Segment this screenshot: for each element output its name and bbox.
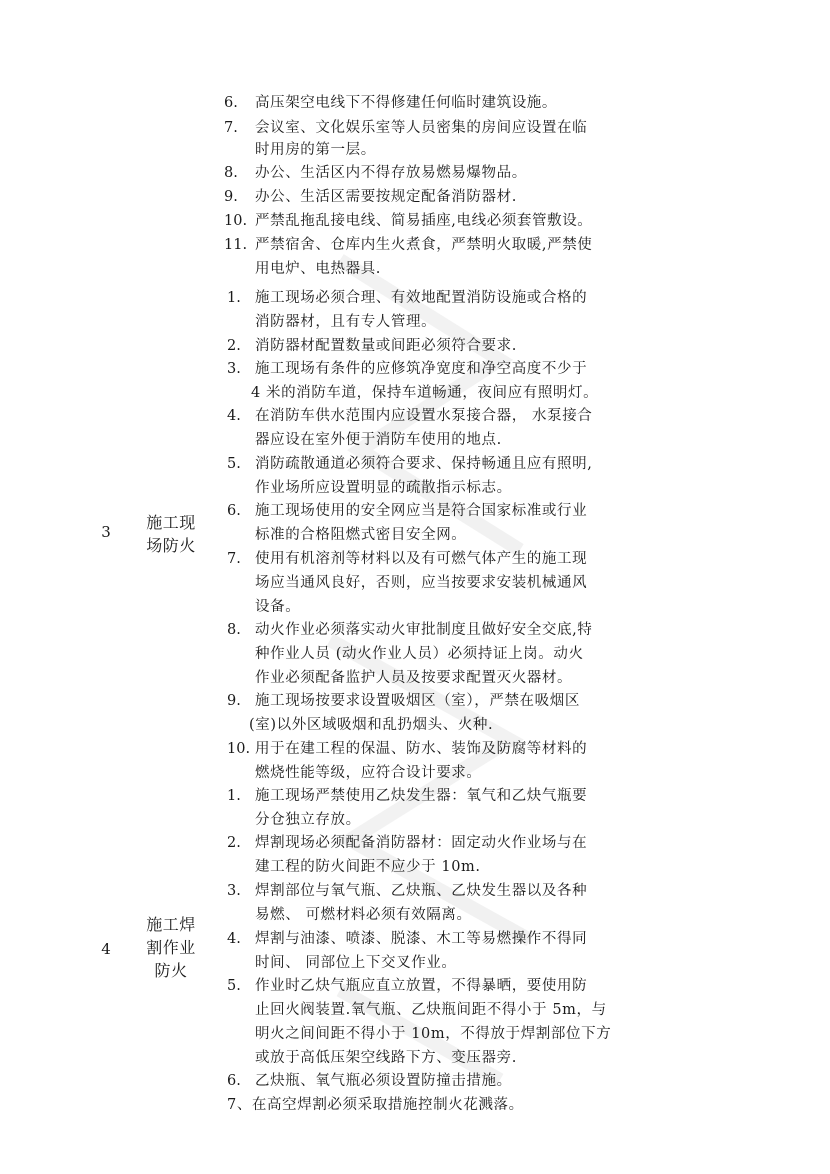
s3-item-7-text: 使用有机溶剂等材料以及有可燃气体产生的施工现 — [255, 551, 588, 567]
s3-item-4-text: 在消防车供水范围内应设置水泵接合器， 水泵接合 — [255, 408, 593, 424]
section-4-title-line: 割作业 — [146, 938, 196, 957]
section-4-title-line: 施工焊 — [146, 915, 196, 934]
s3-item-6-text: 标准的合格阻燃式密目安全网。 — [255, 527, 467, 543]
section-4-title-line: 防火 — [154, 961, 188, 980]
s3-item-9-text: 施工现场按要求设置吸烟区（室），严禁在吸烟区 — [255, 693, 580, 709]
s3-item-3-text: 4 米的消防车道，保持车道畅通，夜间应有照明灯。 — [251, 385, 599, 401]
s3-item-2-text: 消防器材配置数量或间距必须符合要求. — [255, 338, 517, 354]
s3-item-9-number: 9. — [227, 693, 241, 709]
section-3-title-line: 场防火 — [146, 536, 196, 555]
s3-item-4-text: 器应设在室外便于消防车使用的地点. — [255, 432, 502, 448]
intro-item-11-text: 严禁宿舍、仓库内生火煮食，严禁明火取暖,严禁使 — [255, 237, 593, 253]
s4-item-4-number: 4. — [227, 931, 241, 947]
s3-item-3-text: 施工现场有条件的应修筑净宽度和净空高度不少于 — [255, 361, 588, 377]
intro-item-11-number: 11. — [224, 237, 248, 253]
section-3-title — [141, 511, 201, 557]
s3-item-1-text: 施工现场必须合理、有效地配置消防设施或合格的 — [255, 290, 588, 306]
s3-item-10-text: 燃烧性能等级，应符合设计要求。 — [255, 765, 482, 781]
intro-item-7-text: 会议室、文化娱乐室等人员密集的房间应设置在临 — [255, 120, 588, 136]
section-3-title-line: 施工现 — [146, 513, 196, 532]
s4-item-5-number: 5. — [227, 978, 241, 994]
intro-item-8-number: 8. — [224, 165, 238, 181]
s4-item-2-number: 2. — [227, 835, 241, 851]
s4-item-4-text: 时间、 同部位上下交叉作业。 — [255, 955, 457, 971]
s4-item-1-text: 施工现场严禁使用乙炔发生器：氧气和乙炔气瓶要 — [255, 788, 588, 804]
intro-item-8-text: 办公、生活区内不得存放易燃易爆物品。 — [255, 165, 527, 181]
s4-item-2-text: 建工程的防火间距不应少于 10m. — [255, 859, 481, 875]
s3-item-2-number: 2. — [227, 338, 241, 354]
intro-item-9-text: 办公、生活区需要按规定配备消防器材. — [255, 189, 517, 205]
s3-item-8-text: 种作业人员 (动火作业人员）必须持证上岗。动火 — [255, 646, 584, 662]
intro-item-11-text: 用电炉、电热器具. — [255, 261, 382, 277]
s4-item-7-text: 7、在高空焊割必须采取措施控制火花溅落。 — [227, 1097, 524, 1113]
s4-item-2-text: 焊割现场必须配备消防器材：固定动火作业场与在 — [255, 835, 588, 851]
s4-item-1-text: 分仓独立存放。 — [255, 812, 361, 828]
intro-item-6-number: 6. — [224, 95, 238, 111]
section-4-number: 4 — [101, 940, 111, 958]
s4-item-5-text: 作业时乙炔气瓶应直立放置，不得暴晒，要使用防 — [255, 978, 588, 994]
s3-item-10-number: 10. — [227, 741, 251, 757]
s3-item-5-text: 作业场所应设置明显的疏散指示标志。 — [255, 480, 512, 496]
s3-item-7-text: 设备。 — [255, 599, 301, 615]
s3-item-8-text: 作业必须配备监护人员及按要求配置灭火器材。 — [255, 670, 573, 686]
s3-item-6-text: 施工现场使用的安全网应当是符合国家标准或行业 — [255, 503, 588, 519]
s3-item-6-number: 6. — [227, 503, 241, 519]
s4-item-3-text: 焊割部位与氧气瓶、乙炔瓶、乙炔发生器以及各种 — [255, 883, 588, 899]
s3-item-4-number: 4. — [227, 408, 241, 424]
s3-item-7-text: 场应当通风良好，否则，应当按要求安装机械通风 — [255, 575, 588, 591]
s4-item-5-text: 止回火阀装置.氧气瓶、乙炔瓶间距不得小于 5m，与 — [255, 1002, 607, 1018]
s3-item-7-number: 7. — [227, 551, 241, 567]
section-3-number: 3 — [101, 523, 111, 541]
s4-item-1-number: 1. — [227, 788, 241, 804]
intro-item-6-text: 高压架空电线下不得修建任何临时建筑设施。 — [255, 95, 557, 111]
s3-item-1-text: 消防器材，且有专人管理。 — [255, 314, 437, 330]
intro-item-9-number: 9. — [224, 189, 238, 205]
intro-item-7-text: 时用房的第一层。 — [255, 142, 376, 158]
s4-item-5-text: 明火之间间距不得小于 10m，不得放于焊割部位下方 — [255, 1026, 612, 1042]
s3-item-3-number: 3. — [227, 361, 241, 377]
s3-item-1-number: 1. — [227, 290, 241, 306]
s4-item-4-text: 焊割与油漆、喷漆、脱漆、木工等易燃操作不得同 — [255, 931, 588, 947]
s4-item-3-text: 易燃、 可燃材料必须有效隔离。 — [255, 907, 472, 923]
s4-item-6-text: 乙炔瓶、氧气瓶必须设置防撞击措施。 — [255, 1073, 512, 1089]
s4-item-5-text: 或放于高低压架空线路下方、变压器旁. — [255, 1050, 517, 1066]
s3-item-10-text: 用于在建工程的保温、防水、装饰及防腐等材料的 — [255, 741, 588, 757]
s3-item-8-number: 8. — [227, 622, 241, 638]
s4-item-3-number: 3. — [227, 883, 241, 899]
intro-item-10-number: 10. — [224, 213, 248, 229]
s3-item-5-text: 消防疏散通道必须符合要求、保持畅通且应有照明, — [255, 456, 593, 472]
section-4-title — [141, 913, 201, 982]
s4-item-6-number: 6. — [227, 1073, 241, 1089]
s3-item-8-text: 动火作业必须落实动火审批制度且做好安全交底,特 — [255, 622, 593, 638]
intro-item-10-text: 严禁乱拖乱接电线、简易插座,电线必须套管敷设。 — [255, 213, 593, 229]
s3-item-9-text: (室)以外区域吸烟和乱扔烟头、火种. — [249, 717, 494, 733]
intro-item-7-number: 7. — [224, 120, 238, 136]
s3-item-5-number: 5. — [227, 456, 241, 472]
